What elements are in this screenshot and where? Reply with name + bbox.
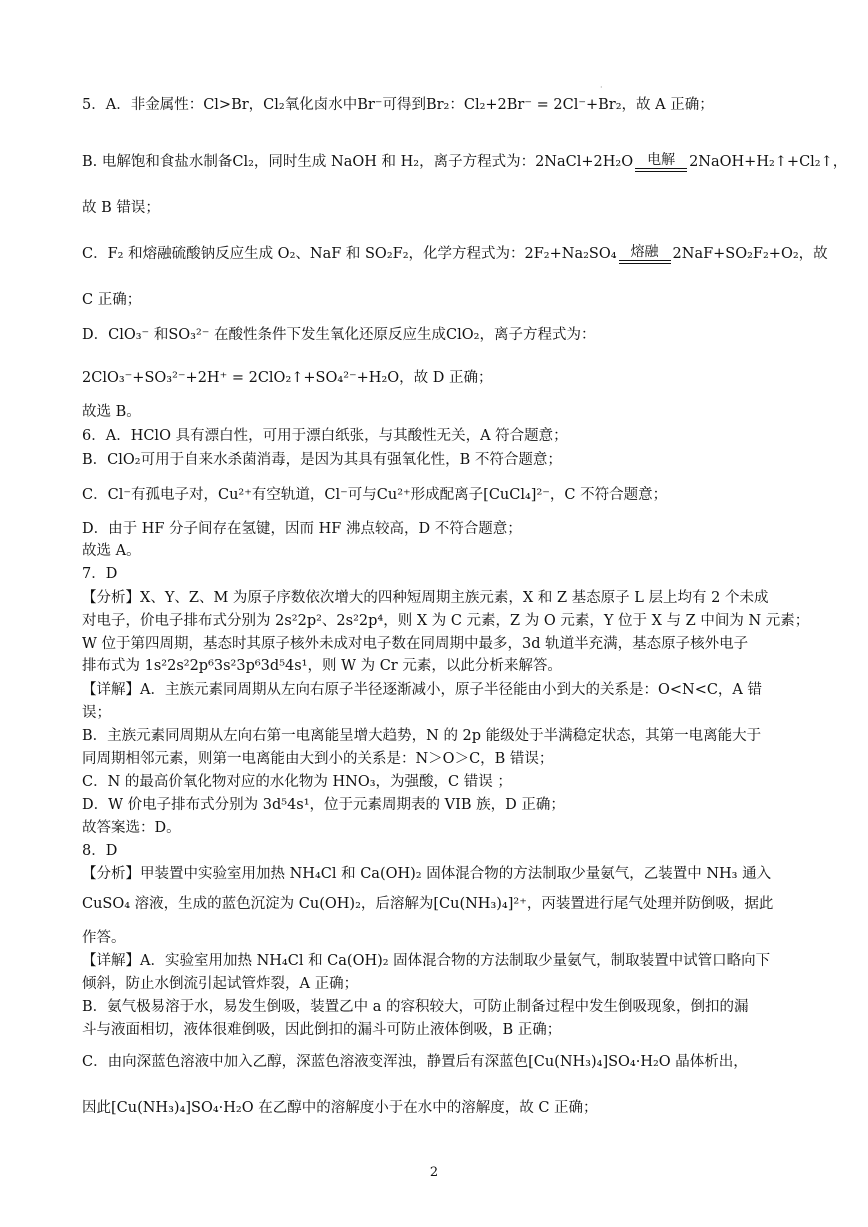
text-line: 【详解】A．实验室用加热 NH₄Cl 和 Ca(OH)₂ 固体混合物的方法制取少量氨气，制取装置中试管口略向下 — [82, 953, 771, 969]
text-line: 对电子，价电子排布式分别为 2s²2p²、2s²2p⁴，则 X 为 C 元素，Z 为 O 元素，Y 位于 X 与 Z 中间为 N 元素； — [82, 613, 810, 629]
text-line: D．由于 HF 分子间存在氢键，因而 HF 沸点较高，D 不符合题意； — [82, 521, 522, 537]
reaction-condition: 电解 — [647, 151, 676, 168]
text-line: 8．D — [82, 843, 118, 859]
text-line: 同周期相邻元素，则第一电离能由大到小的关系是：N＞O＞C，B 错误； — [82, 751, 554, 767]
text-line: 倾斜，防止水倒流引起试管炸裂，A 正确； — [82, 976, 359, 992]
text-line: C．由向深蓝色溶液中加入乙醇，深蓝色溶液变浑浊，静置后有深蓝色[Cu(NH₃)₄]SO₄·H₂O 晶体析出， — [82, 1054, 748, 1070]
text-line: 【详解】A．主族元素同周期从左向右原子半径逐渐减小，原子半径能由小到大的关系是：O<N<C，A 错 — [82, 682, 763, 698]
text-line-equation — [82, 243, 828, 264]
text-line: 故选 A。 — [82, 543, 141, 559]
equation-tail: 2NaOH+H₂↑+Cl₂↑， — [689, 154, 848, 170]
text-line: 故选 B。 — [82, 404, 141, 420]
text-line: 排布式为 1s²2s²2p⁶3s²3p⁶3d⁵4s¹，则 W 为 Cr 元素，以此分析来解答。 — [82, 658, 562, 674]
equation-tail: 2NaF+SO₂F₂+O₂，故 — [672, 246, 828, 262]
text-line: 【分析】X、Y、Z、M 为原子序数依次增大的四种短周期主族元素，X 和 Z 基态原子 L 层上均有 2 个未成 — [82, 590, 769, 606]
page-number: 2 — [429, 1165, 439, 1180]
text-line: 2ClO₃⁻+SO₃²⁻+2H⁺ = 2ClO₂↑+SO₄²⁻+H₂O，故 D 正确； — [82, 370, 493, 386]
reaction-arrow — [619, 245, 671, 264]
text-line: 5．A．非金属性：Cl>Br，Cl₂氧化卤水中Br⁻可得到Br₂：Cl₂+2Br⁻ = 2Cl⁻+Br₂，故 A 正确； — [82, 97, 714, 113]
text-line: 故 B 错误； — [82, 200, 160, 216]
double-bar-icon — [619, 260, 671, 264]
scan-mark: · — [600, 83, 603, 92]
text-line: D．ClO₃⁻ 和SO₃²⁻ 在酸性条件下发生氧化还原反应生成ClO₂，离子方程式为： — [82, 327, 596, 343]
text-line: W 位于第四周期，基态时其原子核外未成对电子数在同周期中最多，3d 轨道半充满，基态原子核外电子 — [82, 636, 749, 652]
text-line: 作答。 — [82, 930, 126, 946]
double-bar-icon — [635, 168, 687, 172]
text-line: B．ClO₂可用于自来水杀菌消毒，是因为其具有强氧化性，B 不符合题意； — [82, 452, 562, 468]
text-line: B．主族元素同周期从左向右第一电离能呈增大趋势，N 的 2p 能级处于半满稳定状态，其第一电离能大于 — [82, 728, 762, 744]
text-line: CuSO₄ 溶液，生成的蓝色沉淀为 Cu(OH)₂，后溶解为[Cu(NH₃)₄]²⁺，丙装置进行尾气处理并防倒吸，据此 — [82, 896, 774, 912]
text-line: D．W 价电子排布式分别为 3d⁵4s¹，位于元素周期表的 VIB 族，D 正确； — [82, 797, 565, 813]
text-line: 因此[Cu(NH₃)₄]SO₄·H₂O 在乙醇中的溶解度小于在水中的溶解度，故 C 正确； — [82, 1100, 598, 1116]
text-line-equation — [82, 151, 848, 172]
text-line: 故答案选：D。 — [82, 820, 181, 836]
equation-lead: C．F₂ 和熔融硫酸钠反应生成 O₂、NaF 和 SO₂F₂，化学方程式为：2F₂+Na₂SO₄ — [82, 246, 617, 262]
text-line: 斗与液面相切，液体很难倒吸，因此倒扣的漏斗可防止液体倒吸，B 正确； — [82, 1022, 562, 1038]
text-line: 6．A．HClO 具有漂白性，可用于漂白纸张，与其酸性无关，A 符合题意； — [82, 428, 568, 444]
text-line: 7．D — [82, 566, 118, 582]
equation-lead: B. 电解饱和食盐水制备Cl₂，同时生成 NaOH 和 H₂，离子方程式为：2NaCl+2H₂O — [82, 154, 634, 170]
reaction-arrow — [635, 153, 687, 172]
text-line: 【分析】甲装置中实验室用加热 NH₄Cl 和 Ca(OH)₂ 固体混合物的方法制取少量氨气，乙装置中 NH₃ 通入 — [82, 866, 772, 882]
text-line: B．氨气极易溶于水，易发生倒吸，装置乙中 a 的容积较大，可防止制备过程中发生倒吸现象，倒扣的漏 — [82, 999, 749, 1015]
text-line: C．Cl⁻有孤电子对，Cu²⁺有空轨道，Cl⁻可与Cu²⁺形成配离子[CuCl₄]²⁻，C 不符合题意； — [82, 487, 668, 503]
text-line: 误； — [82, 705, 111, 721]
reaction-condition: 熔融 — [630, 243, 659, 260]
text-line: C 正确； — [82, 292, 142, 308]
text-line: C．N 的最高价氧化物对应的水化物为 HNO₃，为强酸，C 错误 ； — [82, 774, 512, 790]
